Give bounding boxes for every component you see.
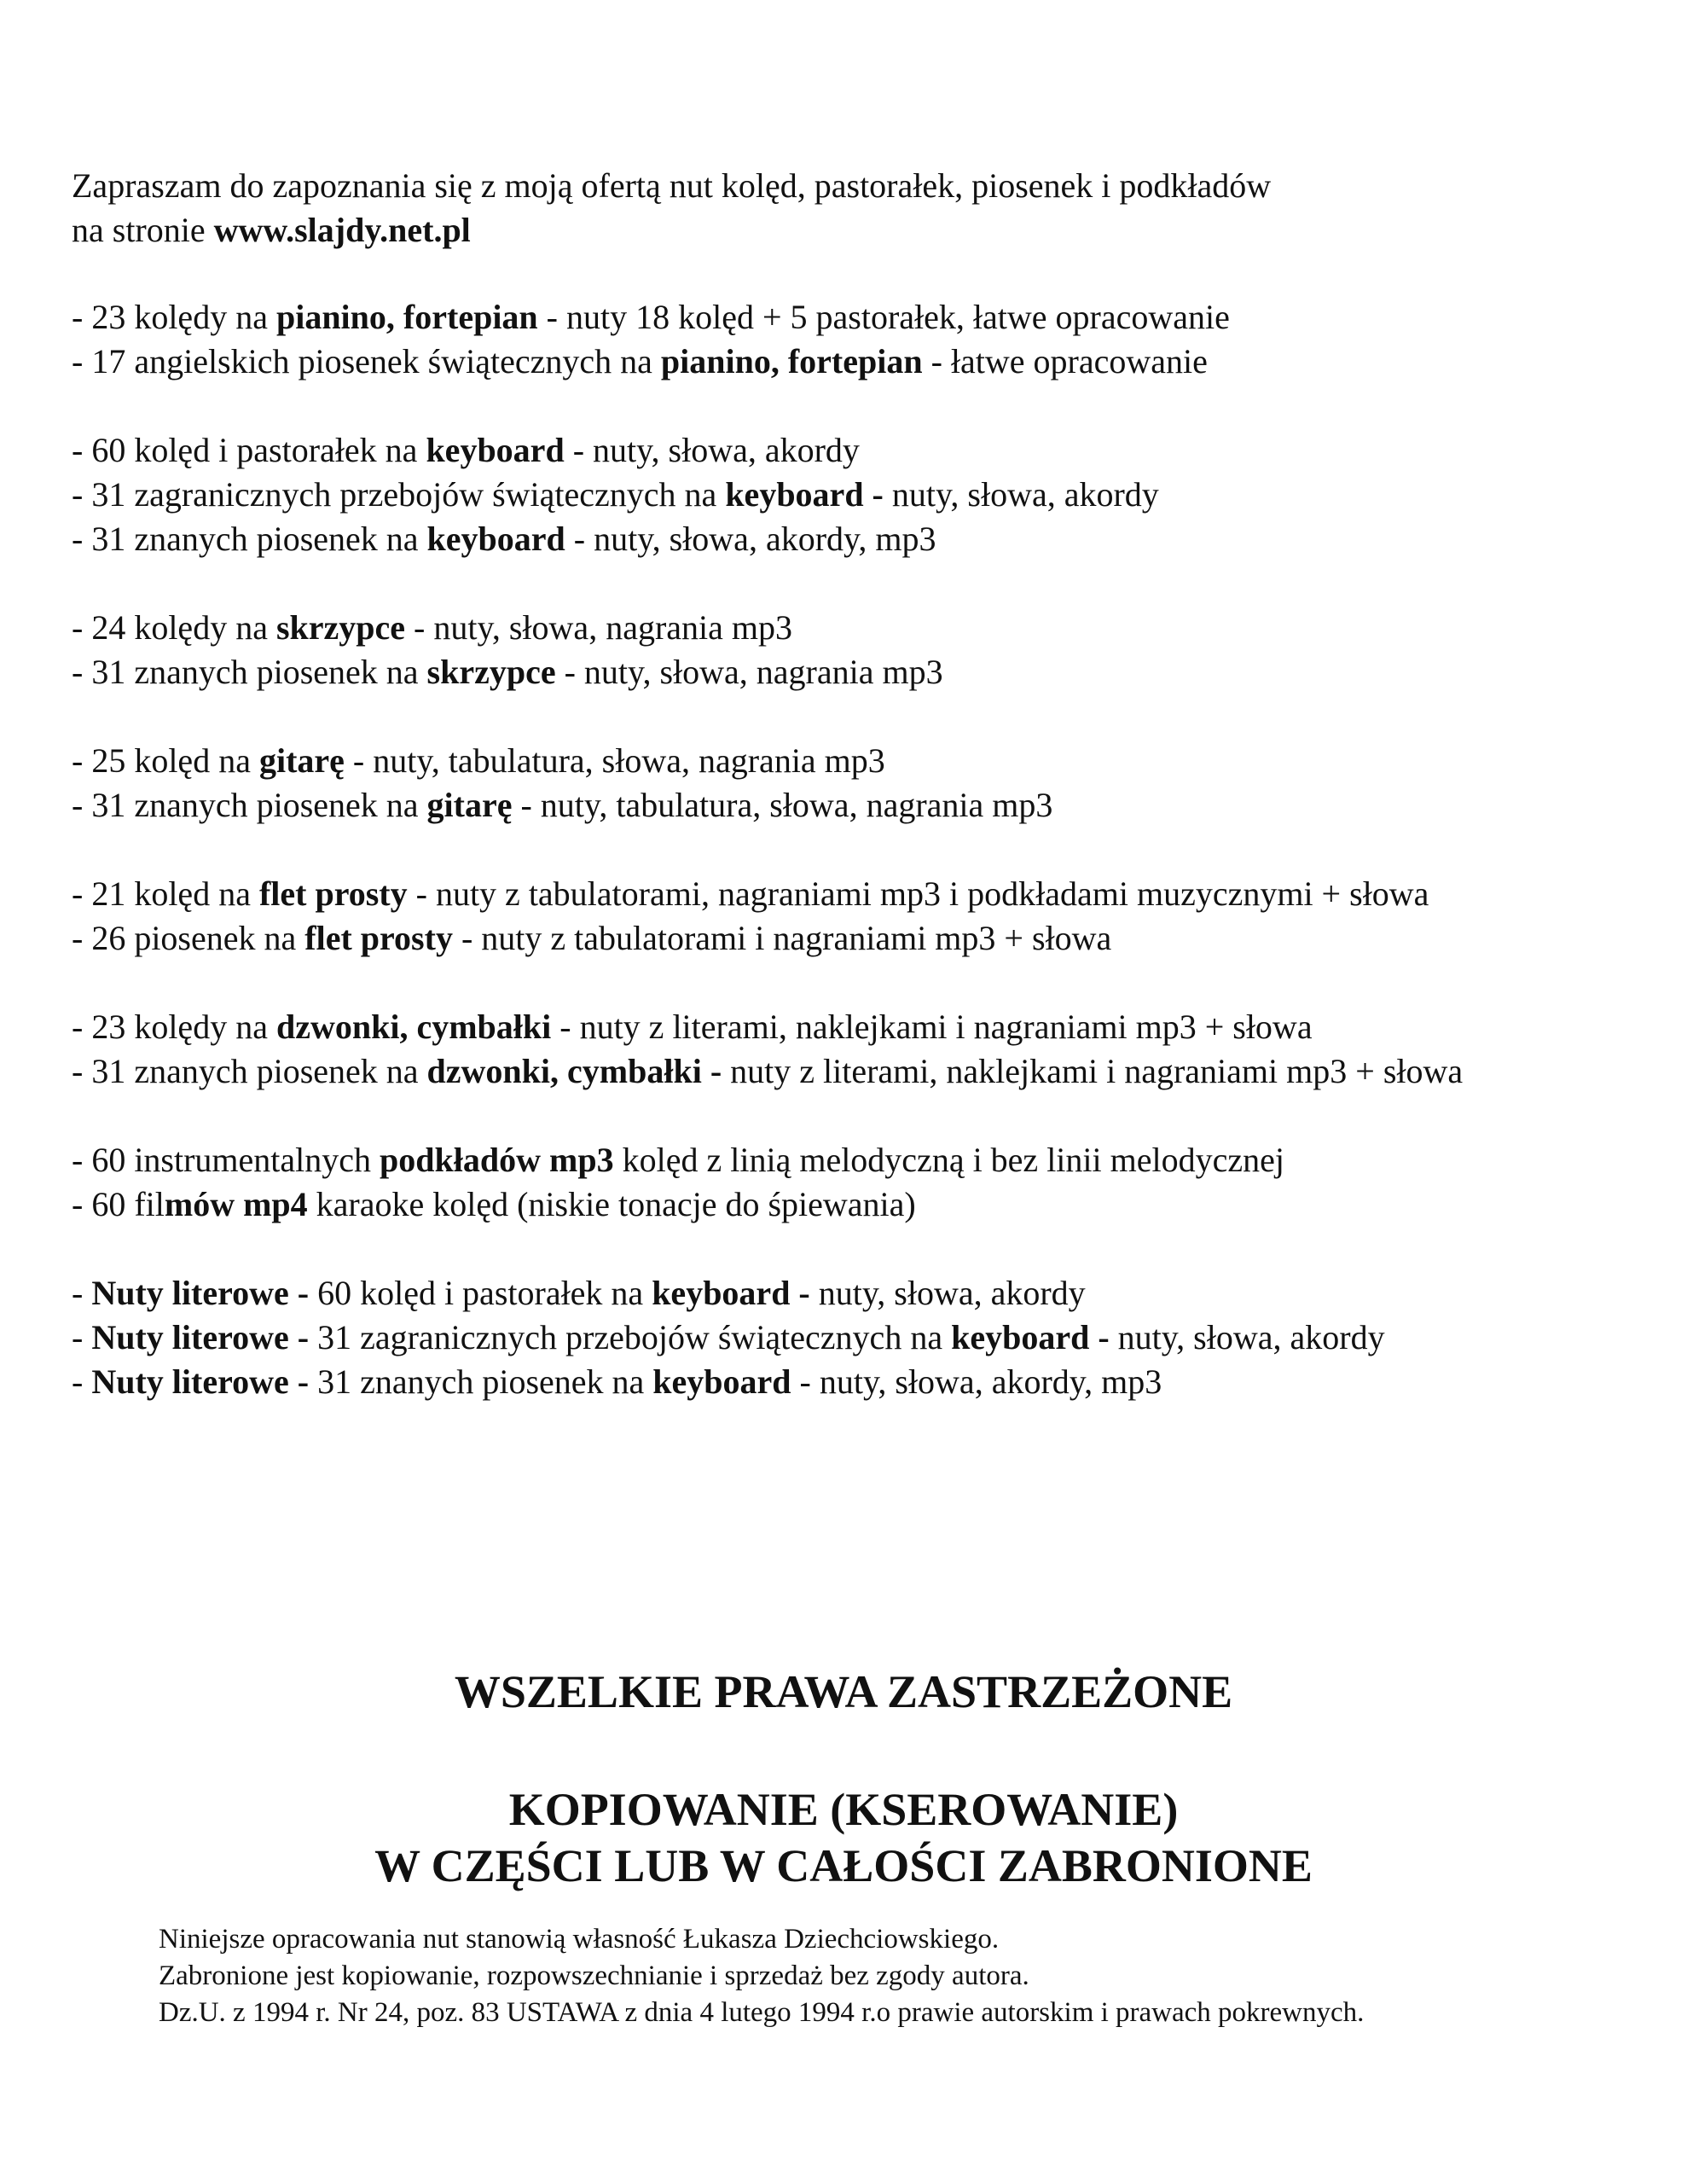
offer-group bbox=[72, 606, 1658, 694]
offer-item-text: - 31 znanych piosenek na bbox=[72, 1052, 427, 1090]
offer-item-text: - nuty, słowa, akordy, mp3 bbox=[791, 1362, 1162, 1401]
offer-item-text: - bbox=[72, 1318, 92, 1356]
offer-item-highlight: keyboard bbox=[426, 431, 565, 469]
offer-item-highlight: keyboard bbox=[426, 520, 565, 558]
offer-item-highlight: Nuty literowe - bbox=[91, 1318, 310, 1356]
offer-item bbox=[72, 739, 1658, 783]
offer-item-text: - 24 kolędy na bbox=[72, 608, 276, 647]
offer-group bbox=[72, 1271, 1658, 1404]
notice-line-2: Zabronione jest kopiowanie, rozpowszechnianie i sprzedaż bez zgody autora. bbox=[159, 1960, 1029, 1991]
offer-item-text: - 23 kolędy na bbox=[72, 1008, 276, 1046]
offer-item-highlight: keyboard - bbox=[725, 475, 884, 514]
copyright-notice bbox=[159, 1921, 1364, 2031]
offer-item bbox=[72, 1316, 1658, 1360]
offer-item-text: - 60 kolęd i pastorałek na bbox=[72, 431, 426, 469]
offer-group bbox=[72, 739, 1658, 828]
offer-item-text: - 60 fil bbox=[72, 1185, 165, 1223]
offer-item-text: nuty, słowa, akordy bbox=[809, 1274, 1086, 1312]
offer-item-text: - 31 zagranicznych przebojów świątecznych na bbox=[72, 475, 726, 514]
offer-item-text: - nuty, tabulatura, słowa, nagrania mp3 bbox=[344, 741, 885, 780]
offer-item bbox=[72, 1271, 1658, 1316]
offer-item-text: - nuty, słowa, nagrania mp3 bbox=[405, 608, 792, 647]
offer-item-text: - nuty, słowa, akordy bbox=[564, 431, 860, 469]
offer-item bbox=[72, 1360, 1658, 1404]
offer-item bbox=[72, 1005, 1658, 1049]
intro-line-2 bbox=[72, 208, 1271, 253]
offer-item bbox=[72, 783, 1658, 828]
offer-item-text: - nuty z tabulatorami i nagraniami mp3 + słowa bbox=[452, 919, 1112, 957]
offer-item-text: karaoke kolęd (niskie tonacje do śpiewania) bbox=[307, 1185, 916, 1223]
offer-item-highlight: Nuty literowe - bbox=[91, 1274, 310, 1312]
notice-line-1: Niniejsze opracowania nut stanowią własność Łukasza Dziechciowskiego. bbox=[159, 1924, 1000, 1955]
offer-item bbox=[72, 1182, 1658, 1227]
offer-group bbox=[72, 1005, 1658, 1094]
offer-item-text: - 31 znanych piosenek na bbox=[72, 520, 427, 558]
offer-item-highlight: skrzypce bbox=[275, 608, 406, 647]
offer-item-highlight: dzwonki, cymbałki bbox=[275, 1008, 552, 1046]
offer-item-text: kolęd z linią melodyczną i bez linii melodycznej bbox=[613, 1141, 1284, 1179]
offer-item-text: nuty, słowa, akordy bbox=[1109, 1318, 1385, 1356]
offer-item bbox=[72, 1138, 1658, 1182]
offer-item bbox=[72, 473, 1658, 517]
offer-item-text: - nuty, tabulatura, słowa, nagrania mp3 bbox=[512, 786, 1053, 824]
offer-item-highlight: podkładów mp3 bbox=[380, 1141, 614, 1179]
offer-item bbox=[72, 1049, 1658, 1094]
offer-item-text: - 17 angielskich piosenek świątecznych na bbox=[72, 342, 661, 380]
offer-item-highlight: keyboard bbox=[652, 1362, 791, 1401]
offer-list bbox=[72, 295, 1658, 1449]
offer-item-highlight: mów mp4 bbox=[164, 1185, 308, 1223]
offer-item-text: - 21 kolęd na bbox=[72, 874, 259, 913]
offer-item-text: - nuty, słowa, nagrania mp3 bbox=[555, 653, 943, 691]
offer-item-text: - nuty z literami, naklejkami i nagraniami mp3 + słowa bbox=[551, 1008, 1313, 1046]
offer-item-text: nuty, słowa, akordy bbox=[883, 475, 1159, 514]
offer-item-highlight: keyboard - bbox=[652, 1274, 810, 1312]
offer-item bbox=[72, 650, 1658, 694]
offer-item-text: - nuty 18 kolęd + 5 pastorałek, łatwe opracowanie bbox=[537, 298, 1230, 336]
offer-item-text: - bbox=[72, 1274, 92, 1312]
offer-item-highlight: dzwonki, cymbałki - bbox=[426, 1052, 722, 1090]
offer-item bbox=[72, 606, 1658, 650]
offer-item-text: - 23 kolędy na bbox=[72, 298, 276, 336]
offer-group bbox=[72, 872, 1658, 961]
offer-group bbox=[72, 428, 1658, 561]
offer-item-text: - nuty z tabulatorami, nagraniami mp3 i podkładami muzycznymi + słowa bbox=[407, 874, 1429, 913]
copy-prohibited-line-1: KOPIOWANIE (KSEROWANIE) bbox=[508, 1784, 1179, 1835]
offer-item-text: - 60 instrumentalnych bbox=[72, 1141, 380, 1179]
offer-item bbox=[72, 340, 1658, 384]
offer-item-highlight: flet prosty bbox=[304, 919, 453, 957]
copy-prohibited-heading bbox=[0, 1781, 1687, 1894]
intro-line-1: Zapraszam do zapoznania się z moją ofertą nut kolęd, pastorałek, piosenek i podkładów bbox=[72, 166, 1272, 205]
offer-item-text: - 26 piosenek na bbox=[72, 919, 305, 957]
offer-item-highlight: keyboard - bbox=[951, 1318, 1110, 1356]
offer-item bbox=[72, 872, 1658, 916]
offer-item-text: - nuty, słowa, akordy, mp3 bbox=[565, 520, 936, 558]
offer-item-text: - łatwe opracowanie bbox=[922, 342, 1208, 380]
offer-item-highlight: skrzypce bbox=[426, 653, 556, 691]
notice-line-3: Dz.U. z 1994 r. Nr 24, poz. 83 USTAWA z dnia 4 lutego 1994 r.o prawie autorskim i prawach pokrewnych. bbox=[159, 1997, 1365, 2028]
copy-prohibited-line-2: W CZĘŚCI LUB W CAŁOŚCI ZABRONIONE bbox=[374, 1840, 1313, 1891]
offer-item bbox=[72, 517, 1658, 561]
offer-item-text: - 25 kolęd na bbox=[72, 741, 259, 780]
offer-item bbox=[72, 295, 1658, 340]
offer-group bbox=[72, 1138, 1658, 1227]
offer-item-text: - 31 znanych piosenek na bbox=[72, 653, 427, 691]
offer-item-text: nuty z literami, naklejkami i nagraniami mp3 + słowa bbox=[722, 1052, 1464, 1090]
offer-item-highlight: gitarę bbox=[426, 786, 513, 824]
intro-paragraph bbox=[72, 164, 1271, 253]
intro-line-2-prefix: na stronie bbox=[72, 211, 214, 249]
offer-item-highlight: pianino, fortepian bbox=[660, 342, 923, 380]
offer-item-text: 31 zagranicznych przebojów świątecznych na bbox=[309, 1318, 952, 1356]
offer-item-highlight: pianino, fortepian bbox=[275, 298, 538, 336]
offer-item-text: - 31 znanych piosenek na bbox=[72, 786, 427, 824]
rights-reserved-heading: WSZELKIE PRAWA ZASTRZEŻONE bbox=[454, 1666, 1233, 1717]
offer-item-text: - bbox=[72, 1362, 92, 1401]
offer-item-highlight: flet prosty bbox=[258, 874, 408, 913]
offer-item-text: 31 znanych piosenek na bbox=[309, 1362, 653, 1401]
offer-item-highlight: gitarę bbox=[258, 741, 345, 780]
offer-item bbox=[72, 916, 1658, 961]
offer-group bbox=[72, 295, 1658, 384]
offer-item-highlight: Nuty literowe - bbox=[91, 1362, 310, 1401]
offer-item-text: 60 kolęd i pastorałek na bbox=[309, 1274, 652, 1312]
offer-item bbox=[72, 428, 1658, 473]
website-url: www.slajdy.net.pl bbox=[213, 211, 471, 249]
